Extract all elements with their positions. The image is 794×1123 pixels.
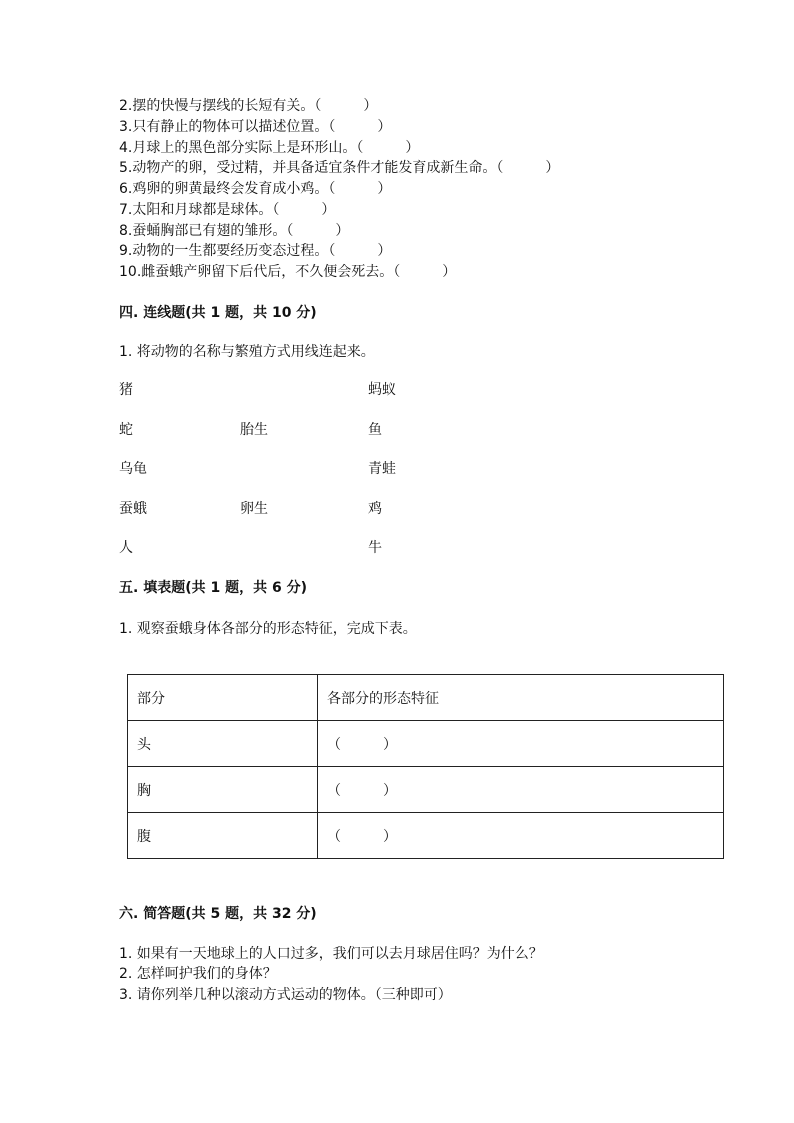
table-row (128, 767, 724, 813)
match-left-3: 乌龟 (119, 461, 147, 477)
match-left-5: 人 (119, 540, 133, 556)
table-header-cell: 部分 (128, 675, 318, 721)
table-cell-part: 腹 (128, 813, 318, 859)
judge-item-2: 2.摆的快慢与摆线的长短有关。（ ） (119, 98, 378, 114)
section5-heading: 五. 填表题(共 1 题，共 6 分) (119, 580, 307, 596)
match-right-1: 蚂蚁 (368, 382, 396, 398)
judge-item-8: 8.蚕蛹胸部已有翅的雏形。（ ） (119, 223, 350, 239)
judge-item-6: 6.鸡卵的卵黄最终会发育成小鸡。（ ） (119, 181, 392, 197)
table-cell-part: 胸 (128, 767, 318, 813)
match-right-4: 鸡 (368, 501, 382, 517)
table-row (128, 721, 724, 767)
table-cell-answer: （ ） (318, 721, 724, 767)
match-right-5: 牛 (368, 540, 382, 556)
judge-item-7: 7.太阳和月球都是球体。（ ） (119, 202, 336, 218)
table-row (128, 813, 724, 859)
table-header-cell: 各部分的形态特征 (318, 675, 724, 721)
table-cell-part: 头 (128, 721, 318, 767)
table-cell-answer: （ ） (318, 767, 724, 813)
short-answer-1: 1. 如果有一天地球上的人口过多，我们可以去月球居住吗？为什么？ (119, 946, 543, 962)
match-left-4: 蚕蛾 (119, 501, 147, 517)
table-header-row (128, 675, 724, 721)
section4-heading: 四. 连线题(共 1 题，共 10 分) (119, 305, 317, 321)
judge-item-5: 5.动物产的卵，受过精，并具备适宜条件才能发育成新生命。（ ） (119, 160, 560, 176)
judge-item-4: 4.月球上的黑色部分实际上是环形山。（ ） (119, 140, 420, 156)
short-answer-3: 3. 请你列举几种以滚动方式运动的物体。（三种即可） (119, 987, 452, 1003)
judge-item-3: 3.只有静止的物体可以描述位置。（ ） (119, 119, 392, 135)
match-middle-1: 胎生 (240, 422, 268, 438)
match-middle-2: 卵生 (240, 501, 268, 517)
section6-heading: 六. 简答题(共 5 题，共 32 分) (119, 906, 317, 922)
table-cell-answer: （ ） (318, 813, 724, 859)
section5-question: 1. 观察蚕蛾身体各部分的形态特征，完成下表。 (119, 621, 417, 637)
fill-table (127, 674, 724, 859)
judge-item-10: 10.雌蚕蛾产卵留下后代后，不久便会死去。（ ） (119, 264, 457, 280)
match-left-1: 猪 (119, 382, 133, 398)
judge-item-9: 9.动物的一生都要经历变态过程。（ ） (119, 243, 392, 259)
match-right-2: 鱼 (368, 422, 382, 438)
section4-question: 1. 将动物的名称与繁殖方式用线连起来。 (119, 344, 375, 360)
short-answer-2: 2. 怎样呵护我们的身体？ (119, 966, 277, 982)
match-right-3: 青蛙 (368, 461, 396, 477)
match-left-2: 蛇 (119, 422, 133, 438)
